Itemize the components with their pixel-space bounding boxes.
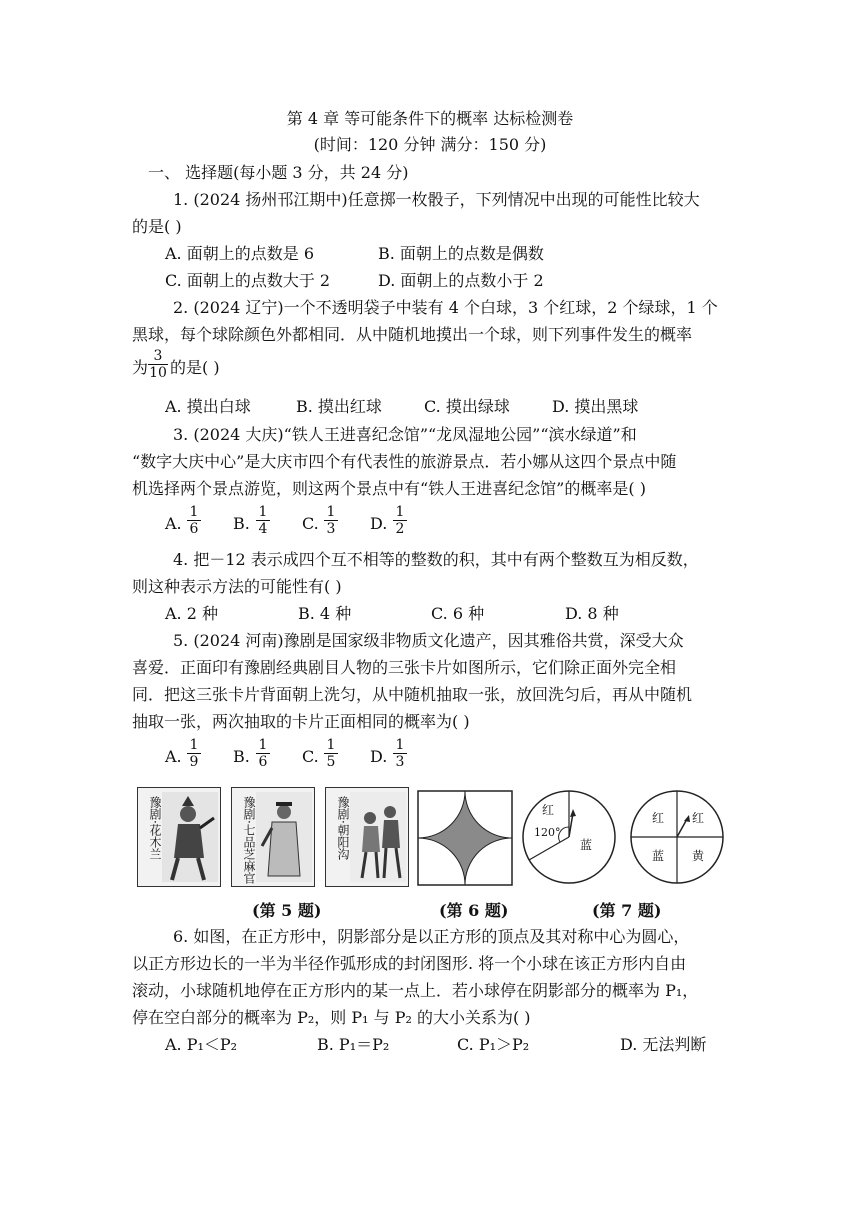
spinner1-blue-label: 蓝 (580, 838, 593, 852)
q3-line1: 3. (2024 大庆)“铁人王进喜纪念馆”“龙凤湿地公园”“滨水绿道”和 (173, 425, 637, 444)
q5-line1: 5. (2024 河南)豫剧是国家级非物质文化遗产，因其雅俗共赏，深受大众 (173, 631, 684, 650)
opera-card-qipin (231, 787, 315, 887)
q2-fraction (148, 348, 168, 381)
caption-figure-7: (第 7 题) (592, 901, 662, 920)
spinner1-angle-label: 120° (534, 826, 561, 839)
q6-option-b: B. P₁＝P₂ (317, 1035, 390, 1054)
card3-caption: 豫剧·朝阳沟 (336, 796, 350, 860)
q3-option-a-frac (187, 504, 201, 537)
figure-q6-shaded-square (417, 790, 513, 886)
q5-b-den: 6 (258, 754, 268, 770)
page-subtitle: (时间：120 分钟 满分：150 分) (313, 135, 547, 154)
q3-option-a-label: A. (165, 514, 182, 533)
q4-option-b: B. 4 种 (298, 604, 352, 623)
q3-b-den: 4 (258, 521, 268, 537)
q5-a-den: 9 (189, 754, 199, 770)
q1-line2: 的是( ) (132, 217, 182, 236)
q4-line1: 4. 把－12 表示成四个互不相等的整数的积，其中有两个整数互为相反数， (173, 550, 699, 569)
q1-option-b: B. 面朝上的点数是偶数 (378, 244, 544, 263)
q6-line1: 6. 如图，在正方形中，阴影部分是以正方形的顶点及其对称中心为圆心， (173, 927, 690, 946)
q6-option-a: A. P₁＜P₂ (165, 1035, 238, 1054)
q1-option-c: C. 面朝上的点数大于 2 (165, 271, 331, 290)
q2-option-a: A. 摸出白球 (165, 397, 251, 416)
q4-option-a: A. 2 种 (165, 604, 218, 623)
q5-option-a-label: A. (165, 747, 182, 766)
caption-figure-6: (第 6 题) (439, 901, 509, 920)
q5-option-a-frac (187, 737, 201, 770)
q3-b-num: 1 (256, 504, 270, 521)
caption-figure-5: (第 5 题) (252, 901, 322, 920)
q5-a-num: 1 (187, 737, 201, 754)
q3-a-den: 6 (189, 521, 199, 537)
q3-line3: 机选择两个景点游览，则这两个景点中有“铁人王进喜纪念馆”的概率是( ) (132, 479, 646, 498)
q1-line1: 1. (2024 扬州邗江期中)任意掷一枚骰子，下列情况中出现的可能性比较大 (173, 190, 700, 209)
q3-option-d-label: D. (370, 514, 388, 533)
q5-option-c-label: C. (302, 747, 319, 766)
spinner-2 (627, 787, 727, 887)
q6-line4: 停在空白部分的概率为 P₂，则 P₁ 与 P₂ 的大小关系为( ) (132, 1008, 531, 1027)
chaoyanggou-figure-icon (326, 788, 408, 886)
q5-c-num: 1 (324, 737, 338, 754)
spinner2-yellow-label: 黄 (692, 849, 705, 863)
q2-option-b: B. 摸出红球 (296, 397, 382, 416)
spinner1-red-label: 红 (542, 803, 555, 817)
q5-c-den: 5 (326, 754, 336, 770)
q2-option-d: D. 摸出黑球 (552, 397, 639, 416)
q3-option-b-frac (256, 504, 270, 537)
q2-option-c: C. 摸出绿球 (424, 397, 510, 416)
q3-option-c-label: C. (302, 514, 319, 533)
q3-d-num: 1 (393, 504, 407, 521)
spinner2-red-right-label: 红 (692, 811, 705, 825)
q3-option-b-label: B. (233, 514, 250, 533)
spinner2-red-left-label: 红 (652, 811, 665, 825)
q5-d-den: 3 (395, 754, 405, 770)
q6-option-c: C. P₁＞P₂ (457, 1035, 530, 1054)
q2-line2: 黑球，每个球除颜色外都相同．从中随机地摸出一个球，则下列事件发生的概率 (132, 325, 693, 344)
q5-d-num: 1 (393, 737, 407, 754)
q6-option-d: D. 无法判断 (620, 1035, 707, 1054)
q4-option-c: C. 6 种 (431, 604, 485, 623)
card2-caption: 豫剧·七品芝麻官 (242, 796, 256, 884)
q5-option-c-frac (324, 737, 338, 770)
card1-caption: 豫剧·花木兰 (148, 796, 162, 860)
page-title: 第 4 章 等可能条件下的概率 达标检测卷 (286, 109, 574, 128)
q5-line3: 同．把这三张卡片背面朝上洗匀，从中随机抽取一张，放回洗匀后，再从中随机 (132, 685, 693, 704)
q2-line1: 2. (2024 辽宁)一个不透明袋子中装有 4 个白球，3 个红球，2 个绿球，1 个 (173, 298, 718, 317)
q3-c-num: 1 (324, 504, 338, 521)
q6-line2: 以正方形边长的一半为半径作弧形成的封闭图形. 将一个小球在该正方形内自由 (132, 954, 687, 973)
q5-option-b-frac (256, 737, 270, 770)
q5-option-b-label: B. (233, 747, 250, 766)
q5-line4: 抽取一张，两次抽取的卡片正面相同的概率为( ) (132, 712, 470, 731)
q1-option-d: D. 面朝上的点数小于 2 (378, 271, 544, 290)
q2-line3-pre: 为 (132, 358, 149, 377)
q2-frac-den: 10 (149, 365, 167, 381)
q3-a-num: 1 (187, 504, 201, 521)
q5-option-d-label: D. (370, 747, 388, 766)
q3-option-d-frac (393, 504, 407, 537)
q4-line2: 则这种表示方法的可能性有( ) (132, 577, 342, 596)
q3-option-c-frac (324, 504, 338, 537)
section-title: 一、 选择题(每小题 3 分，共 24 分) (148, 163, 409, 182)
q1-option-a: A. 面朝上的点数是 6 (165, 244, 314, 263)
q2-frac-num: 3 (148, 348, 168, 365)
opera-card-chaoyanggou (325, 787, 409, 887)
q5-option-d-frac (393, 737, 407, 770)
q2-line3-post: 的是( ) (170, 358, 220, 377)
q6-line3: 滚动，小球随机地停在正方形内的某一点上．若小球停在阴影部分的概率为 P₁， (132, 981, 699, 1000)
qipin-figure-icon (232, 788, 314, 886)
q3-d-den: 2 (395, 521, 405, 537)
q3-line2: “数字大庆中心”是大庆市四个有代表性的旅游景点．若小娜从这四个景点中随 (132, 452, 677, 471)
q3-c-den: 3 (326, 521, 336, 537)
opera-card-hua-mulan (137, 787, 221, 887)
q4-option-d: D. 8 种 (565, 604, 619, 623)
q5-b-num: 1 (256, 737, 270, 754)
q5-line2: 喜爱．正面印有豫剧经典剧目人物的三张卡片如图所示，它们除正面外完全相 (132, 658, 677, 677)
hua-mulan-figure-icon (138, 788, 220, 886)
spinner2-blue-label: 蓝 (652, 849, 665, 863)
